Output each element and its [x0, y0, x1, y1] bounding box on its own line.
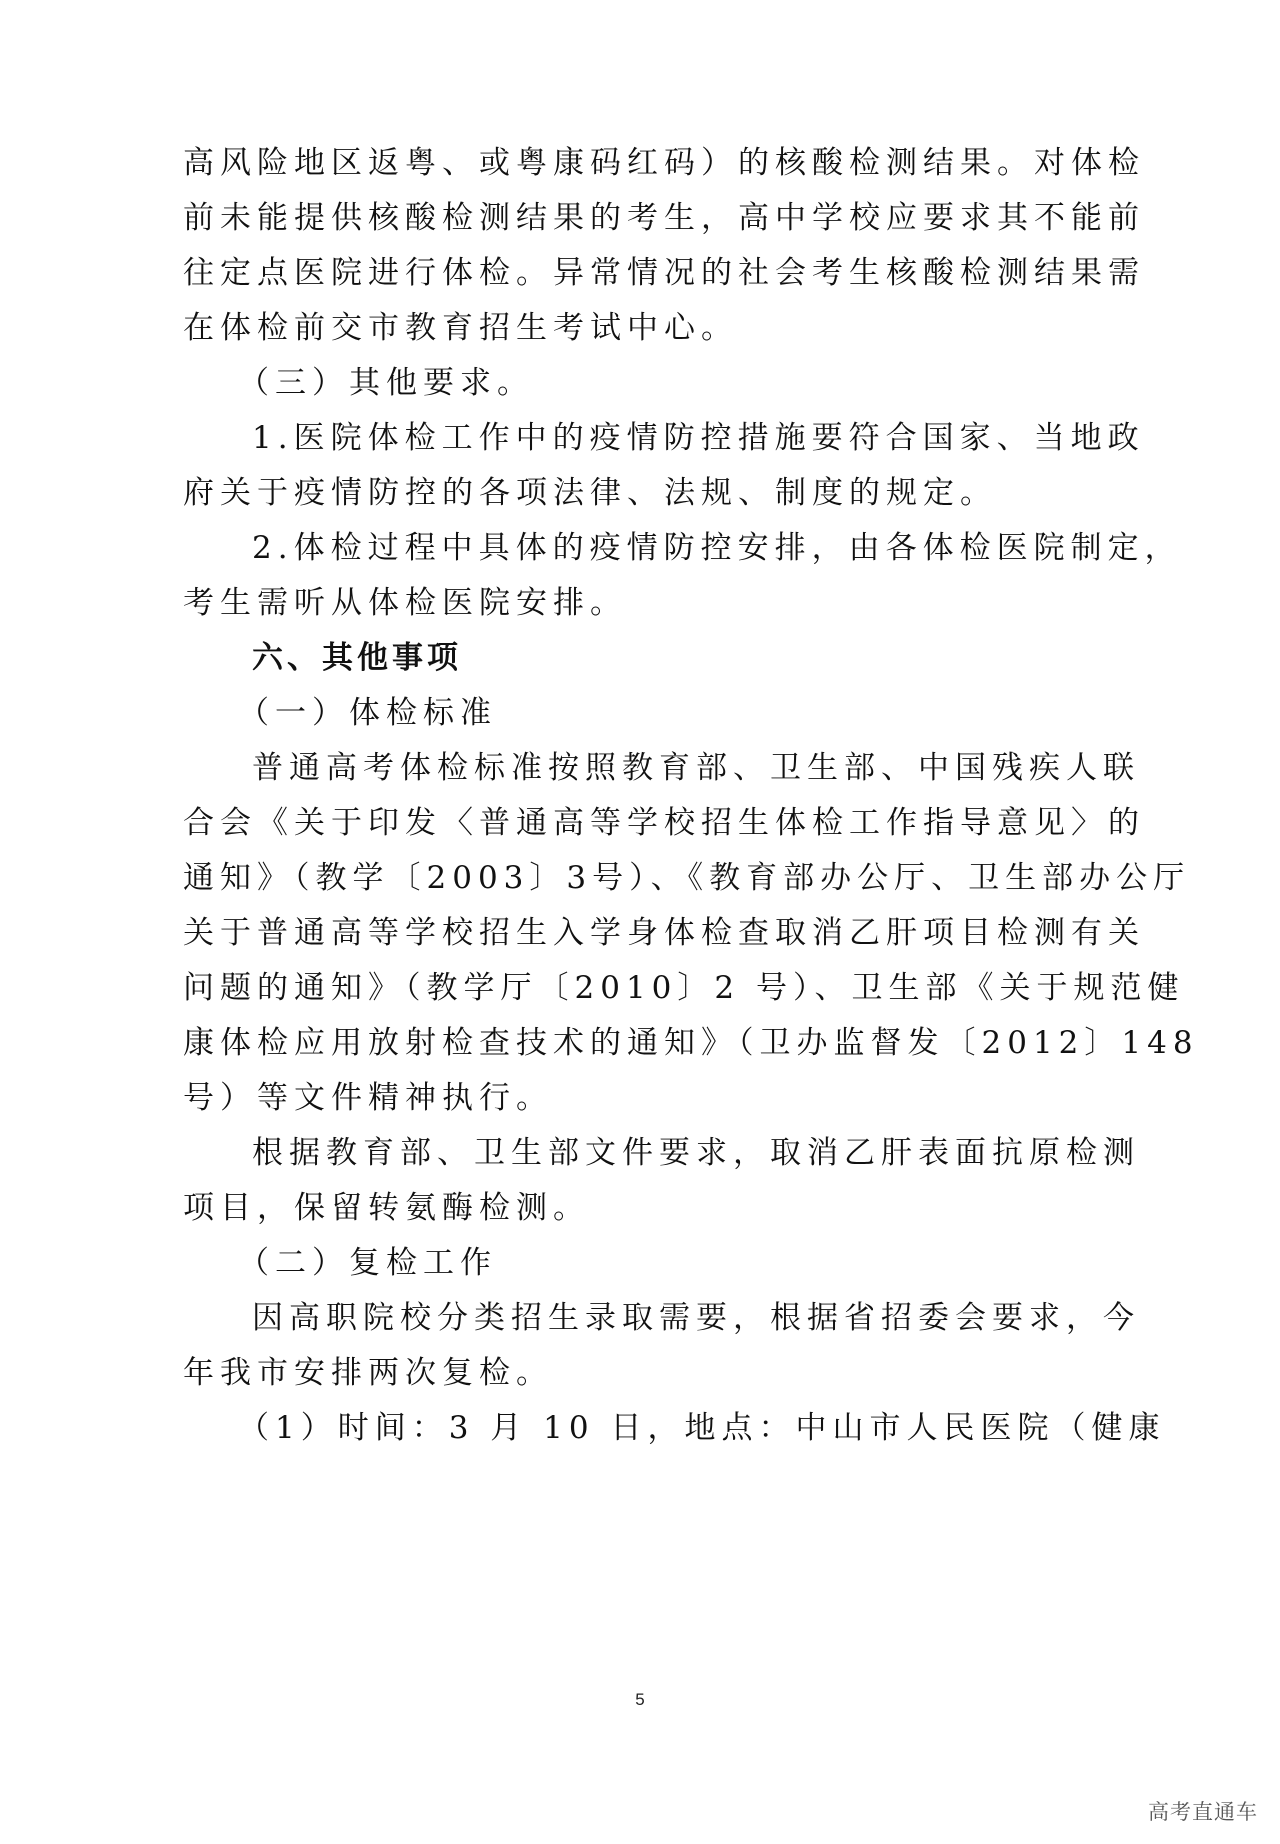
- page-number: 5: [635, 1690, 645, 1709]
- paragraph-line: 1.医院体检工作中的疫情防控措施要符合国家、当地政: [252, 420, 1145, 456]
- paragraph-line: 通知》（教学〔2003〕3号）、《教育部办公厅、卫生部办公厅: [183, 860, 1191, 896]
- paragraph-line: 前未能提供核酸检测结果的考生，高中学校应要求其不能前: [183, 200, 1145, 236]
- paragraph-line: 高风险地区返粤、或粤康码红码）的核酸检测结果。对体检: [183, 145, 1145, 181]
- paragraph-line: 普通高考体检标准按照教育部、卫生部、中国残疾人联: [252, 750, 1140, 786]
- paragraph-line: 府关于疫情防控的各项法律、法规、制度的规定。: [183, 475, 997, 511]
- subsection-heading: （三）其他要求。: [238, 365, 534, 401]
- paragraph-line: （1）时间：3 月 10 日，地点：中山市人民医院（健康: [238, 1410, 1166, 1446]
- paragraph-line: 往定点医院进行体检。异常情况的社会考生核酸检测结果需: [183, 255, 1145, 291]
- paragraph-line: 在体检前交市教育招生考试中心。: [183, 310, 738, 346]
- paragraph-line: 2.体检过程中具体的疫情防控安排，由各体检医院制定，: [252, 530, 1182, 566]
- paragraph-line: 问题的通知》（教学厅〔2010〕2 号）、卫生部《关于规范健: [183, 970, 1185, 1006]
- subsection-heading: （二）复检工作: [238, 1245, 497, 1281]
- subsection-heading: （一）体检标准: [238, 695, 497, 731]
- paragraph-line: 年我市安排两次复检。: [183, 1355, 553, 1391]
- paragraph-line: 号）等文件精神执行。: [183, 1080, 553, 1116]
- paragraph-line: 合会《关于印发〈普通高等学校招生体检工作指导意见〉的: [183, 805, 1145, 841]
- paragraph-line: 考生需听从体检医院安排。: [183, 585, 627, 621]
- paragraph-line: 关于普通高等学校招生入学身体检查取消乙肝项目检测有关: [183, 915, 1145, 951]
- watermark-text: 高考直通车: [1148, 1800, 1258, 1824]
- paragraph-line: 项目，保留转氨酶检测。: [183, 1190, 590, 1226]
- paragraph-line: 因高职院校分类招生录取需要，根据省招委会要求，今: [252, 1300, 1140, 1336]
- section-heading: 六、其他事项: [252, 640, 462, 676]
- paragraph-line: 根据教育部、卫生部文件要求，取消乙肝表面抗原检测: [252, 1135, 1140, 1171]
- paragraph-line: 康体检应用放射检查技术的通知》（卫办监督发〔2012〕148: [183, 1025, 1199, 1061]
